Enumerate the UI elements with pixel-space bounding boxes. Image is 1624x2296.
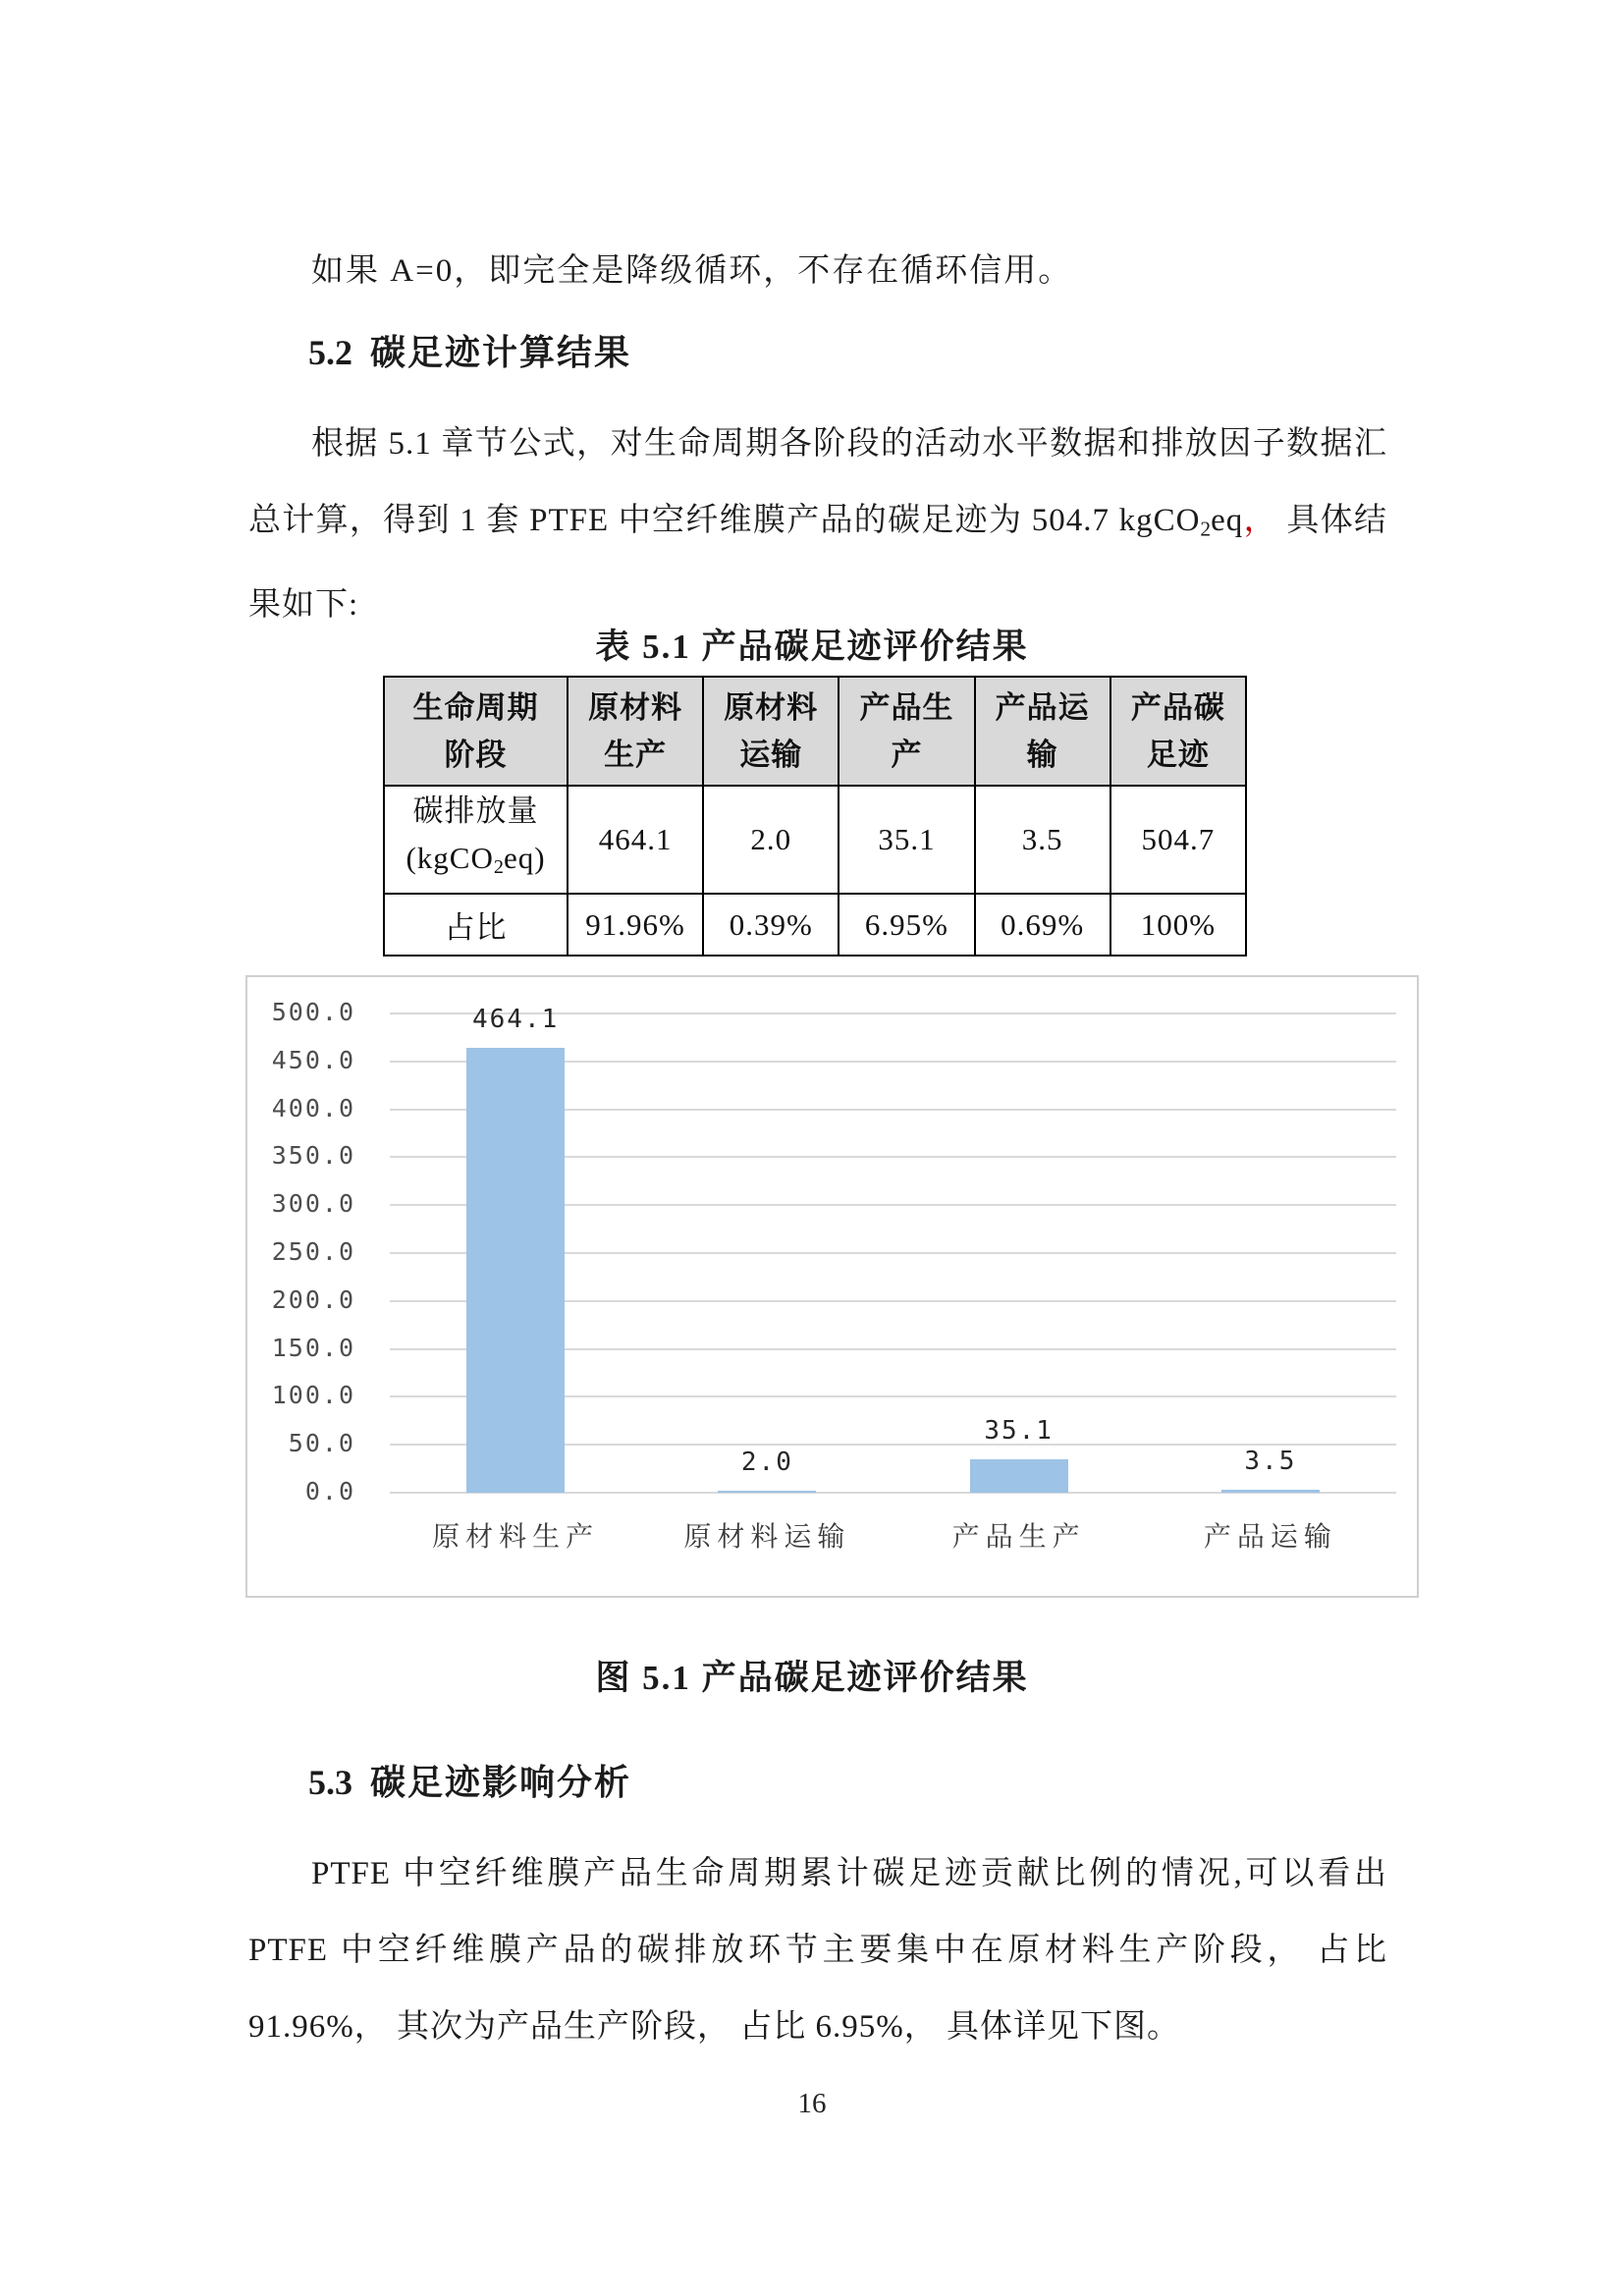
header-line: 原材料 — [588, 689, 683, 725]
para-5-2-tail: 具体结果如下: — [248, 503, 1388, 624]
y-axis-tick-label: 350.0 — [271, 1141, 355, 1171]
header-raw-material-production — [568, 677, 703, 786]
bar-chart-figure — [245, 975, 1419, 1598]
section-heading-5-3 — [308, 1755, 631, 1805]
y-axis-tick-label: 150.0 — [271, 1333, 355, 1362]
x-axis-category-label: 原材料生产 — [432, 1522, 600, 1553]
y-axis-tick-label: 200.0 — [271, 1285, 355, 1314]
y-axis-tick-label: 100.0 — [271, 1381, 355, 1410]
paragraph-intro: 如果 A=0，即完全是降级循环，不存在循环信用。 — [311, 253, 1073, 289]
bar-value-label: 2.0 — [740, 1448, 793, 1477]
header-line: 阶段 — [444, 737, 508, 772]
header-line: 生产 — [604, 737, 668, 772]
y-axis-tick-label: 250.0 — [271, 1237, 355, 1266]
header-line: 生命周期 — [412, 689, 539, 725]
figure-caption: 图 5.1 产品碳足迹评价结果 — [595, 1659, 1029, 1697]
co2-subscript: 2 — [1200, 517, 1212, 541]
header-line: 原材料 — [724, 689, 819, 725]
y-axis-tick-label: 300.0 — [271, 1189, 355, 1219]
emission-unit-sub: 2 — [493, 856, 504, 879]
table-header-row — [384, 677, 1246, 786]
header-raw-material-transport — [703, 677, 839, 786]
bar-value-label: 464.1 — [471, 1005, 560, 1035]
para-5-2-text: 根据 5.1 章节公式，对生命周期各阶段的活动水平数据和排放因子数据汇总计算，得到 1 套 PTFE 中空纤维膜产品的碳足迹为 504.7 kgCO — [248, 426, 1387, 538]
header-line: 运输 — [739, 737, 803, 772]
x-axis-category-label: 原材料运输 — [683, 1522, 851, 1553]
cell-share-product-production: 6.95% — [839, 894, 974, 956]
table-row-emission — [384, 786, 1246, 894]
row-label-emission — [384, 786, 568, 894]
cell-share-total: 100% — [1110, 894, 1246, 956]
cell-emission-product-transport: 3.5 — [975, 786, 1110, 894]
bar-value-label: 35.1 — [984, 1415, 1054, 1446]
y-axis-tick-label: 50.0 — [288, 1429, 355, 1458]
header-line: 产品碳 — [1130, 689, 1225, 725]
header-product-carbon-footprint — [1110, 677, 1246, 786]
chart-bar-4 — [1221, 1490, 1320, 1493]
section-5-3-title: 碳足迹影响分析 — [370, 1762, 632, 1802]
chart-plot-area — [247, 977, 1417, 1596]
section-5-2-number: 5.2 — [308, 332, 352, 372]
y-axis-tick-label: 400.0 — [271, 1093, 355, 1122]
table-title: 表 5.1 产品碳足迹评价结果 — [595, 628, 1029, 666]
emission-label-line2 — [406, 841, 546, 879]
header-line: 输 — [1026, 737, 1058, 772]
paragraph-5-3: PTFE 中空纤维膜产品生命周期累计碳足迹贡献比例的情况,可以看出 PTFE 中空纤维膜产品的碳排放环节主要集中在原材料生产阶段， 占比 91.96%， 其次为产品生产阶段， 占比 6.95%， 具体详见下图。 — [248, 1856, 1387, 2045]
cell-share-product-transport: 0.69% — [975, 894, 1110, 956]
section-5-3-number: 5.3 — [308, 1762, 352, 1802]
header-line: 足迹 — [1146, 737, 1210, 772]
cell-share-raw-transport: 0.39% — [703, 894, 839, 956]
cell-emission-total: 504.7 — [1110, 786, 1246, 894]
cell-share-raw-production: 91.96% — [568, 894, 703, 956]
chart-bar-2 — [718, 1491, 816, 1493]
x-axis-category-label: 产品生产 — [951, 1522, 1086, 1553]
table-row-share — [384, 894, 1246, 956]
cell-emission-raw-transport: 2.0 — [703, 786, 839, 894]
red-comma: ， — [1243, 503, 1277, 538]
row-label-share: 占比 — [384, 894, 568, 956]
header-line: 产品生 — [859, 689, 954, 725]
paragraph-5-2 — [248, 406, 1387, 643]
y-axis-tick-label: 500.0 — [271, 998, 355, 1026]
emission-unit-post: eq) — [503, 841, 546, 876]
header-product-production — [839, 677, 974, 786]
header-lifecycle-stage — [384, 677, 568, 786]
x-axis-category-label: 产品运输 — [1203, 1522, 1337, 1553]
emission-label-line1: 碳排放量 — [412, 793, 539, 829]
bar-value-label: 3.5 — [1244, 1446, 1297, 1476]
page-number: 16 — [797, 2088, 827, 2119]
chart-bar-1 — [466, 1048, 565, 1493]
section-heading-5-2 — [308, 325, 631, 375]
cell-emission-product-production: 35.1 — [839, 786, 974, 894]
chart-bar-3 — [970, 1459, 1068, 1493]
y-axis-tick-label: 0.0 — [304, 1477, 355, 1505]
header-line: 产品运 — [995, 689, 1090, 725]
emission-unit-pre: (kgCO — [406, 841, 494, 876]
header-product-transport — [975, 677, 1110, 786]
section-5-2-title: 碳足迹计算结果 — [370, 332, 632, 372]
para-5-2-eq: eq — [1211, 503, 1244, 538]
y-axis-tick-label: 450.0 — [271, 1045, 355, 1074]
cell-emission-raw-production: 464.1 — [568, 786, 703, 894]
header-line: 产 — [891, 737, 923, 772]
carbon-footprint-table — [383, 676, 1247, 957]
